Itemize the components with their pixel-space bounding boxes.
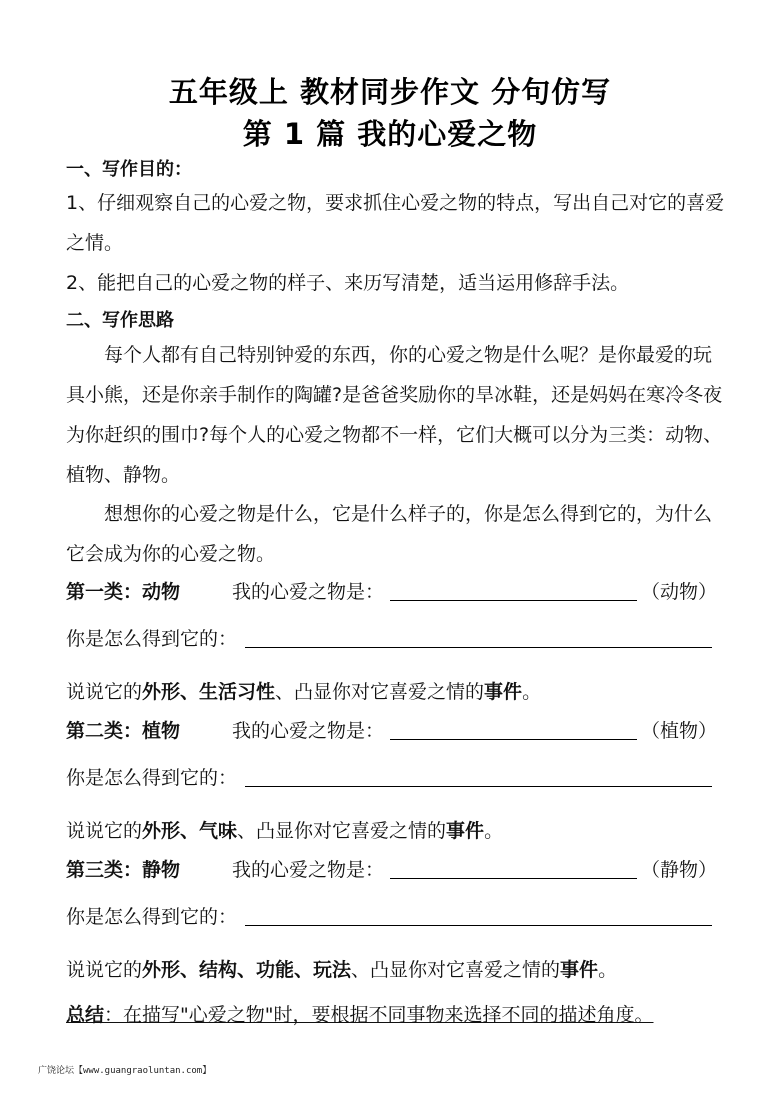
purpose-item-1: 1、仔细观察自己的心爱之物，要求抓住心爱之物的特点，写出自己对它的喜爱之情。	[66, 192, 725, 254]
describe-prompt	[66, 677, 541, 704]
describe-end: 。	[484, 820, 504, 842]
describe-prompt	[66, 816, 503, 843]
describe-prefix: 说说它的	[66, 681, 143, 703]
page-title: 五年级上 教材同步作文 分句仿写	[168, 75, 612, 109]
category-type: （静物）	[641, 859, 718, 881]
approach-paragraph-2: 想想你的心爱之物是什么，它是什么样子的，你是怎么得到它的，为什么它会成为你的心爱之物。	[66, 503, 713, 565]
page-subtitle: 第 1 篇 我的心爱之物	[242, 117, 538, 151]
favorite-answer-line[interactable]	[390, 600, 637, 601]
favorite-prompt: 我的心爱之物是：	[232, 859, 385, 881]
summary-text: ：在描写"心爱之物"时，要根据不同事物来选择不同的描述角度。	[104, 1004, 654, 1026]
how-obtained-row	[66, 902, 716, 936]
describe-end: 。	[522, 681, 542, 703]
describe-aspects: 外形、生活习性	[142, 681, 276, 703]
summary-label: 总结	[66, 1004, 105, 1026]
category-row	[66, 855, 716, 889]
how-obtained-answer-line[interactable]	[245, 786, 712, 787]
how-obtained-prompt: 你是怎么得到它的：	[66, 906, 238, 928]
how-obtained-prompt: 你是怎么得到它的：	[66, 767, 238, 789]
section-heading-approach: 二、写作思路	[66, 310, 174, 331]
approach-paragraph-1: 每个人都有自己特别钟爱的东西，你的心爱之物是什么呢？是你最爱的玩具小熊，还是你亲手制作的陶罐?是爸爸奖励你的旱冰鞋，还是妈妈在寒冷冬夜为你赶织的围巾?每个人的心爱之物都不一样，它们大概可以分为三类：动物、植物、静物。	[66, 344, 723, 486]
category-row	[66, 577, 716, 611]
category-type: （动物）	[641, 581, 718, 603]
category-label: 第二类：植物	[66, 720, 181, 742]
favorite-prompt: 我的心爱之物是：	[232, 720, 385, 742]
category-type: （植物）	[641, 720, 718, 742]
category-row	[66, 716, 716, 750]
describe-middle: 、凸显你对它喜爱之情的	[237, 820, 447, 842]
section-heading-purpose: 一、写作目的：	[66, 159, 192, 180]
describe-end: 。	[598, 959, 618, 981]
how-obtained-row	[66, 624, 716, 658]
describe-aspects: 外形、气味	[142, 820, 238, 842]
how-obtained-answer-line[interactable]	[245, 925, 712, 926]
footer-source: 广饶论坛【www.guangraoluntan.com】	[38, 1066, 212, 1076]
describe-prefix: 说说它的	[66, 820, 143, 842]
describe-aspects: 外形、结构、功能、玩法	[142, 959, 352, 981]
how-obtained-answer-line[interactable]	[245, 647, 712, 648]
describe-event: 事件	[484, 681, 523, 703]
describe-middle: 、凸显你对它喜爱之情的	[275, 681, 485, 703]
summary	[66, 1000, 654, 1027]
describe-prompt	[66, 955, 617, 982]
purpose-item-2: 2、能把自己的心爱之物的样子、来历写清楚，适当运用修辞手法。	[66, 272, 630, 294]
describe-prefix: 说说它的	[66, 959, 143, 981]
category-label: 第一类：动物	[66, 581, 181, 603]
favorite-prompt: 我的心爱之物是：	[232, 581, 385, 603]
favorite-answer-line[interactable]	[390, 878, 637, 879]
describe-middle: 、凸显你对它喜爱之情的	[351, 959, 561, 981]
favorite-answer-line[interactable]	[390, 739, 637, 740]
describe-event: 事件	[446, 820, 485, 842]
describe-event: 事件	[560, 959, 599, 981]
category-label: 第三类：静物	[66, 859, 181, 881]
how-obtained-prompt: 你是怎么得到它的：	[66, 628, 238, 650]
how-obtained-row	[66, 763, 716, 797]
